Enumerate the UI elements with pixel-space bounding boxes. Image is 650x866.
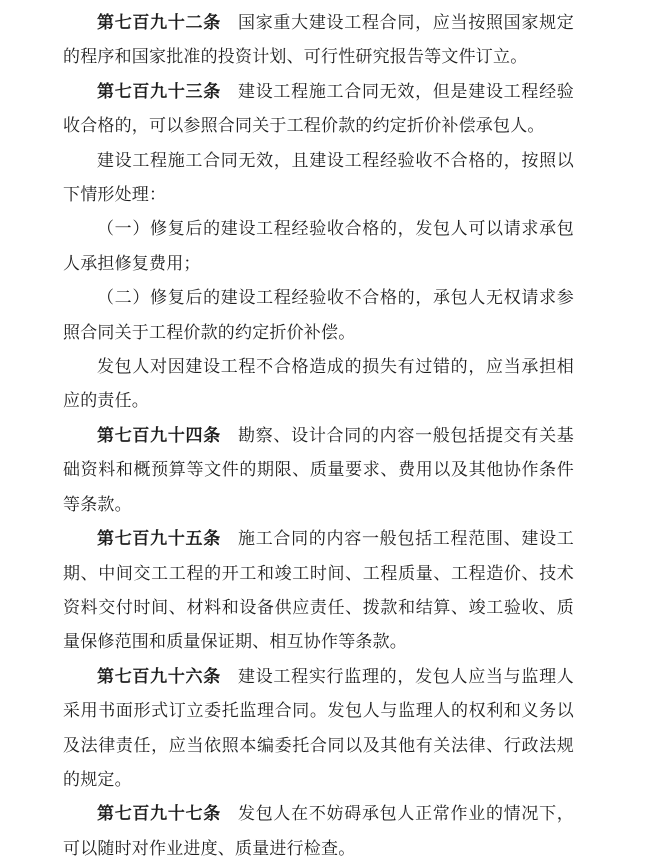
- paragraph-text: 发包人对因建设工程不合格造成的损失有过错的，应当承担相应的责任。: [63, 357, 574, 411]
- paragraph: [63, 660, 574, 798]
- paragraph-text: 勘察、设计合同的内容一般包括提交有关基础资料和概预算等文件的期限、质量要求、费用以及其他协作条件等条款。: [63, 425, 574, 514]
- legal-text: [63, 6, 574, 866]
- paragraph: [63, 522, 574, 660]
- paragraph: [63, 281, 574, 350]
- article-number: 第七百九十二条: [97, 13, 221, 32]
- paragraph: [63, 144, 574, 213]
- article-number: 第七百九十五条: [97, 529, 221, 549]
- paragraph-text: 建设工程施工合同无效，但是建设工程经验收合格的，可以参照合同关于工程价款的约定折价补偿承包人。: [63, 81, 574, 136]
- article-number: 第七百九十三条: [97, 81, 221, 101]
- paragraph: [63, 212, 574, 281]
- paragraph: [63, 350, 574, 419]
- paragraph-text: 施工合同的内容一般包括工程范围、建设工期、中间交工工程的开工和竣工时间、工程质量、工程造价、技术资料交付时间、材料和设备供应责任、拨款和结算、竣工验收、质量保修范围和质量保证期、相互协作等条款。: [63, 529, 574, 652]
- paragraph: [63, 75, 574, 144]
- paragraph-text: 发包人在不妨碍承包人正常作业的情况下，可以随时对作业进度、质量进行检查。: [63, 804, 574, 858]
- paragraph-text: 建设工程实行监理的，发包人应当与监理人采用书面形式订立委托监理合同。发包人与监理人的权利和义务以及法律责任，应当依照本编委托合同以及其他有关法律、行政法规的规定。: [63, 666, 574, 789]
- paragraph-text: （一）修复后的建设工程经验收合格的，发包人可以请求承包人承担修复费用；: [63, 219, 574, 273]
- paragraph: [63, 797, 574, 866]
- article-number: 第七百九十四条: [97, 425, 221, 445]
- paragraph: [63, 6, 574, 75]
- paragraph-text: （二）修复后的建设工程经验收不合格的，承包人无权请求参照合同关于工程价款的约定折价补偿。: [63, 288, 574, 342]
- article-number: 第七百九十七条: [97, 804, 221, 824]
- paragraph-text: 建设工程施工合同无效，且建设工程经验收不合格的，按照以下情形处理：: [63, 150, 574, 205]
- article-number: 第七百九十六条: [97, 666, 221, 686]
- paragraph-text: 国家重大建设工程合同，应当按照国家规定的程序和国家批准的投资计划、可行性研究报告等文件订立。: [63, 13, 574, 67]
- paragraph: [63, 419, 574, 522]
